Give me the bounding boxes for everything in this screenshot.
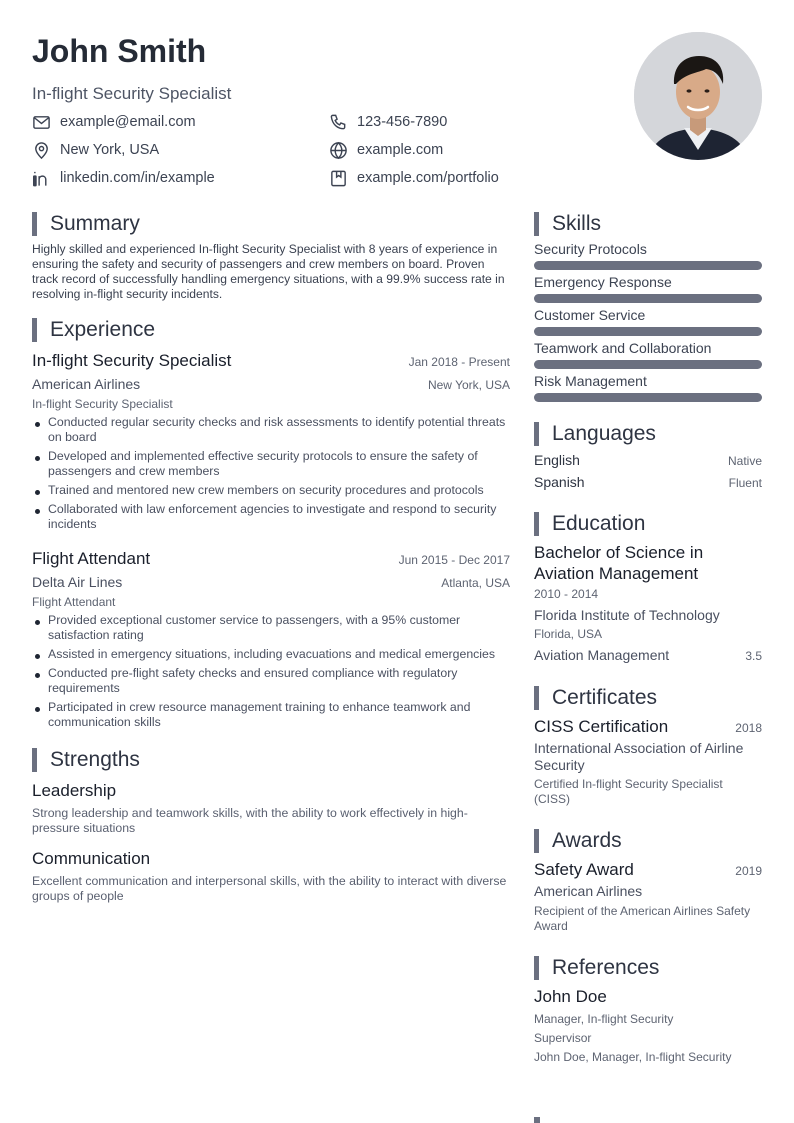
languages-section: [534, 422, 762, 494]
references-section: [534, 956, 762, 1067]
awards-section: [534, 829, 762, 934]
section-accent-bar: [534, 212, 539, 236]
left-column: [32, 212, 510, 904]
award-year: 2019: [735, 864, 762, 878]
summary-section: [32, 212, 510, 302]
summary-heading: [32, 212, 510, 236]
skills-heading: [534, 212, 762, 236]
section-accent-bar: [534, 956, 539, 980]
mail-icon: [32, 113, 51, 132]
strength-title: Communication: [32, 849, 151, 868]
certificates-section: [534, 686, 762, 807]
skill-item: [534, 339, 762, 369]
education-years: 2010 - 2014: [534, 587, 599, 601]
certificate-year: 2018: [735, 721, 762, 735]
profile-photo-image: [634, 32, 762, 160]
school-location: Florida, USA: [534, 627, 603, 641]
school-name: Florida Institute of Technology: [534, 607, 720, 623]
skill-item: [534, 273, 762, 303]
contact-location: [32, 140, 329, 160]
contact-email[interactable]: [32, 112, 329, 132]
profile-photo: [634, 32, 762, 160]
section-accent-bar: [32, 748, 37, 772]
job-subtitle: In-flight Security Specialist: [32, 397, 173, 411]
strength-item: [32, 780, 510, 836]
job-bullet: Assisted in emergency situations, including evacuations and medical emergencies: [32, 647, 510, 662]
experience-item: [32, 548, 510, 730]
skills-section: [534, 212, 762, 402]
job-location: Atlanta, USA: [441, 576, 510, 590]
section-accent-bar: [534, 422, 539, 446]
summary-text: Highly skilled and experienced In-flight Security Specialist with 8 years of experience in ensuring the safety and security of passengers and crew members on board. Proven track record of successfully handling emergency situations, with a 99.9% success rate in resolving in-flight security incidents.: [32, 242, 505, 301]
contact-portfolio-text: example.com/portfolio: [357, 170, 499, 186]
strengths-heading: [32, 748, 510, 772]
awards-heading-text: Awards: [552, 829, 622, 852]
reference-name: John Doe: [534, 987, 607, 1006]
skill-item: [534, 240, 762, 270]
skill-label: Customer Service: [534, 307, 646, 323]
job-bullet: Conducted regular security checks and risk assessments to identify potential threats on board: [32, 415, 510, 445]
contact-email-text: example@email.com: [60, 114, 196, 130]
strengths-section: [32, 748, 510, 904]
candidate-role: In-flight Security Specialist: [32, 84, 232, 103]
section-accent-bar: [534, 686, 539, 710]
skill-level-bar: [534, 327, 762, 336]
education-field: Aviation Management: [534, 647, 670, 663]
skill-label: Teamwork and Collaboration: [534, 340, 712, 356]
skill-label: Emergency Response: [534, 274, 672, 290]
skill-level-bar: [534, 393, 762, 402]
language-name: Spanish: [534, 474, 585, 490]
candidate-name: John Smith: [32, 33, 207, 69]
contact-list: [32, 112, 552, 188]
language-name: English: [534, 452, 580, 468]
certificates-heading: [534, 686, 762, 710]
globe-icon: [329, 141, 348, 160]
experience-item: [32, 350, 510, 532]
certificates-heading-text: Certificates: [552, 686, 658, 709]
job-dates: Jun 2015 - Dec 2017: [398, 553, 510, 567]
language-item: [534, 472, 762, 494]
education-section: [534, 512, 762, 664]
job-title: In-flight Security Specialist: [32, 351, 232, 370]
contact-website-text: example.com: [357, 142, 444, 158]
contact-phone[interactable]: [329, 112, 549, 132]
job-location: New York, USA: [427, 378, 510, 392]
job-title: Flight Attendant: [32, 549, 151, 568]
education-heading: [534, 512, 762, 536]
languages-heading-text: Languages: [552, 422, 656, 445]
education-heading-text: Education: [552, 512, 646, 535]
strength-description: Strong leadership and teamwork skills, with the ability to work effectively in high-pressure situations: [32, 806, 468, 835]
bookmark-icon: [329, 169, 348, 188]
contact-website[interactable]: [329, 140, 549, 160]
reference-position: Manager, In-flight Security Supervisor: [534, 1012, 674, 1045]
award-description: Recipient of the American Airlines Safety Award: [534, 904, 751, 933]
experience-section: [32, 318, 510, 730]
contact-portfolio[interactable]: [329, 168, 549, 188]
education-gpa: 3.5: [745, 649, 762, 663]
contact-linkedin-text: linkedin.com/in/example: [60, 170, 215, 186]
job-dates: Jan 2018 - Present: [408, 355, 510, 369]
skill-level-bar: [534, 360, 762, 369]
phone-icon: [329, 113, 348, 132]
section-accent-bar: [534, 512, 539, 536]
award-name: Safety Award: [534, 860, 634, 879]
experience-heading-text: Experience: [50, 318, 156, 341]
location-pin-icon: [32, 141, 51, 160]
job-company: Delta Air Lines: [32, 574, 123, 590]
section-accent-bar: [32, 318, 37, 342]
strengths-heading-text: Strengths: [50, 748, 140, 771]
awards-heading: [534, 829, 762, 853]
certificate-name: CISS Certification: [534, 717, 669, 736]
job-bullets: [32, 415, 510, 532]
job-company: American Airlines: [32, 376, 141, 392]
reference-contact: John Doe, Manager, In-flight Security: [534, 1050, 732, 1064]
job-subtitle: Flight Attendant: [32, 595, 116, 609]
job-bullet: Conducted pre-flight safety checks and ensured compliance with regulatory requirements: [32, 666, 510, 696]
language-item: [534, 450, 762, 472]
references-heading-text: References: [552, 956, 660, 979]
language-level: Fluent: [728, 476, 762, 490]
job-bullet: Collaborated with law enforcement agencies to investigate and respond to security incidents: [32, 502, 510, 532]
award-issuer: American Airlines: [534, 883, 643, 899]
skill-level-bar: [534, 261, 762, 270]
languages-heading: [534, 422, 762, 446]
skill-item: [534, 372, 762, 402]
resume-header: [32, 32, 762, 202]
contact-phone-text: 123-456-7890: [357, 114, 448, 130]
certificate-issuer: International Association of Airline Security: [534, 740, 744, 773]
section-accent-bar: [32, 212, 37, 236]
strength-title: Leadership: [32, 781, 117, 800]
job-bullets: [32, 613, 510, 730]
skill-item: [534, 306, 762, 336]
right-column: [534, 212, 762, 1067]
job-bullet: Trained and mentored new crew members on security procedures and protocols: [32, 483, 510, 498]
certificate-description: Certified In-flight Security Specialist (CISS): [534, 777, 723, 806]
strength-item: [32, 848, 510, 904]
references-heading: [534, 956, 762, 980]
contact-location-text: New York, USA: [60, 142, 160, 158]
section-accent-bar: [534, 829, 539, 853]
skill-label: Risk Management: [534, 373, 647, 389]
skills-heading-text: Skills: [552, 212, 602, 235]
page-marker: [534, 1117, 540, 1123]
contact-linkedin[interactable]: [32, 168, 329, 188]
skill-level-bar: [534, 294, 762, 303]
summary-heading-text: Summary: [50, 212, 140, 235]
job-bullet: Participated in crew resource management training to enhance teamwork and communication skills: [32, 700, 510, 730]
job-bullet: Provided exceptional customer service to passengers, with a 95% customer satisfaction rating: [32, 613, 510, 643]
degree-title: Bachelor of Science in Aviation Management: [534, 543, 704, 583]
linkedin-icon: [32, 169, 51, 188]
language-level: Native: [727, 454, 762, 468]
job-bullet: Developed and implemented effective security protocols to ensure the safety of passengers and crew members: [32, 449, 510, 479]
skill-label: Security Protocols: [534, 241, 647, 257]
experience-heading: [32, 318, 510, 342]
strength-description: Excellent communication and interpersonal skills, with the ability to interact with diverse groups of people: [32, 874, 507, 903]
